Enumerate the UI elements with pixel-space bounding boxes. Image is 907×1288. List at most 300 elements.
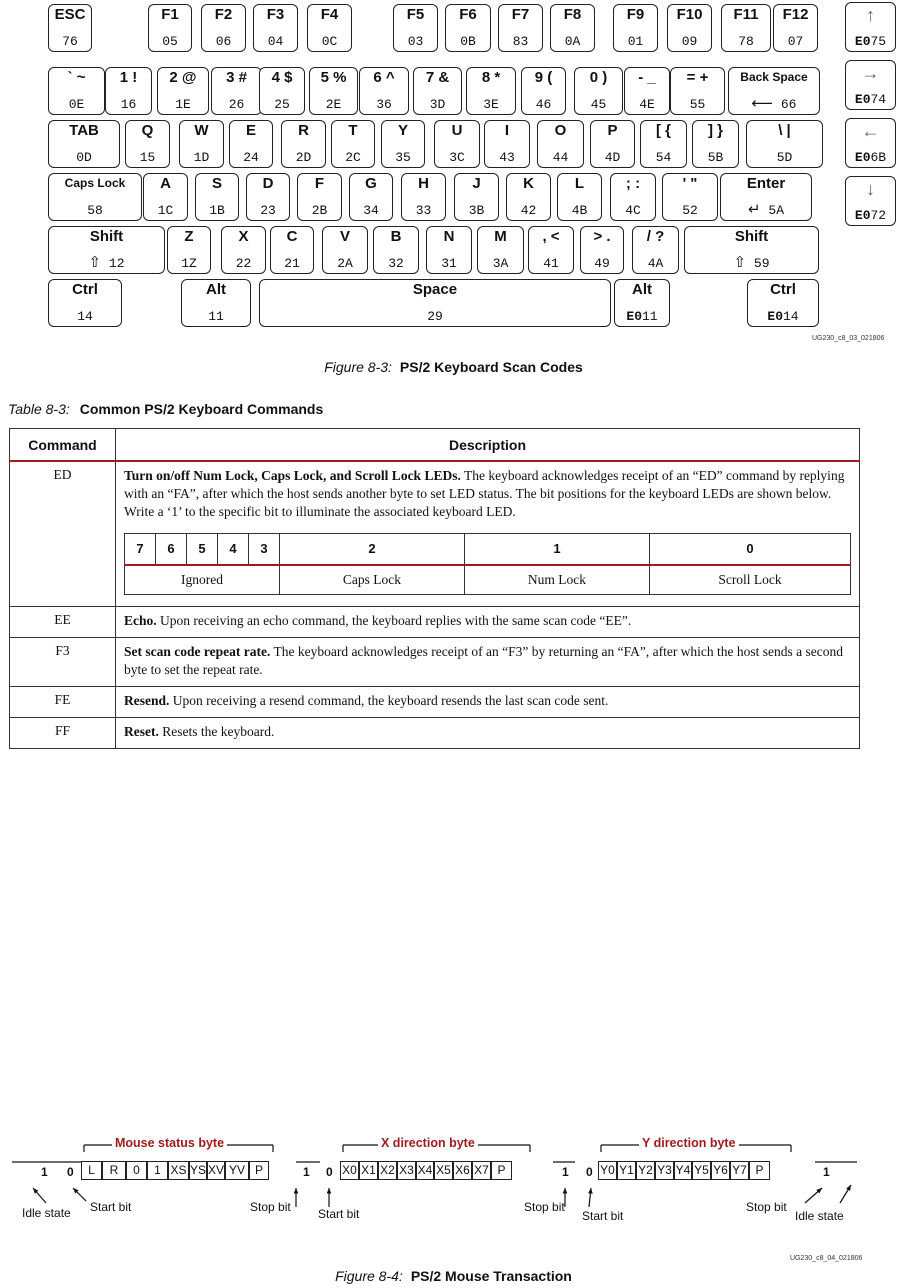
- description-text: Upon receiving a resend command, the keyboard resends the last scan code sent.: [169, 693, 609, 708]
- bit-header-row: [125, 534, 851, 566]
- key-label: J: [472, 175, 481, 192]
- description-bold: Reset.: [124, 724, 159, 739]
- idle-state-label: Idle state: [795, 1209, 844, 1223]
- scan-code: [729, 96, 819, 112]
- scan-code: [625, 97, 669, 112]
- scan-code-value: 44: [552, 150, 569, 165]
- figure-8-3-number: Figure 8-3:: [324, 359, 392, 375]
- scan-code: [522, 97, 565, 112]
- stop-bit-arrow-head: [563, 1188, 568, 1194]
- key-label: P: [607, 122, 618, 139]
- bit-caps-lock: Caps Lock: [279, 565, 464, 595]
- scan-code-prefix: E0: [767, 309, 783, 324]
- scan-code-value: 55: [689, 97, 706, 112]
- scan-code: [507, 203, 550, 218]
- scan-code: [126, 150, 169, 165]
- key-ctrl: [48, 279, 122, 327]
- scan-code-value: 0B: [460, 34, 476, 49]
- status-bit-cell: 1: [147, 1161, 168, 1180]
- figure-8-4-title: PS/2 Mouse Transaction: [410, 1268, 572, 1284]
- key-tab: [48, 120, 120, 168]
- scan-code-value: 3C: [449, 150, 465, 165]
- scan-code-value: 72: [870, 208, 887, 223]
- scan-code: [168, 256, 210, 271]
- scan-code: [360, 97, 408, 112]
- scan-code: [615, 309, 669, 324]
- scan-code-value: 49: [594, 256, 610, 271]
- key-label: F4: [320, 6, 339, 23]
- scan-code: [394, 34, 437, 49]
- y-bit-cell: Y0: [598, 1161, 617, 1180]
- description-text: Upon receiving an echo command, the keyboard replies with the same scan code “EE”.: [156, 613, 632, 628]
- key-w: [179, 120, 224, 168]
- scan-code: [254, 34, 297, 49]
- scan-code-prefix: E0: [854, 92, 871, 107]
- scan-code-value: 2D: [295, 150, 312, 165]
- key-label: 5 %: [320, 69, 347, 86]
- key-f5: [393, 4, 438, 52]
- description-bold: Set scan code repeat rate.: [124, 644, 271, 659]
- scan-code: [633, 256, 678, 271]
- key-label: = +: [686, 69, 709, 86]
- bits-ignored: Ignored: [125, 565, 280, 595]
- key-3: [211, 67, 262, 115]
- key-label: F6: [459, 6, 477, 23]
- key-f: [297, 173, 342, 221]
- scan-code-value: 1B: [209, 203, 225, 218]
- scan-code-value: 1D: [193, 150, 210, 165]
- key-f6: [445, 4, 491, 52]
- scan-code: [158, 97, 208, 112]
- scan-code-value: 76: [62, 34, 78, 49]
- y-bit-cell: Y6: [711, 1161, 730, 1180]
- key-label: H: [418, 175, 429, 192]
- key-label: 7 &: [425, 69, 450, 86]
- description-bold: Echo.: [124, 613, 157, 628]
- scan-code: [414, 97, 461, 112]
- scan-code-value: 54: [655, 150, 672, 165]
- scan-code: [529, 256, 573, 271]
- scan-code-value: 21: [284, 256, 300, 271]
- key-alt: [181, 279, 251, 327]
- key-f8: [550, 4, 595, 52]
- status-byte-bracket-label: Mouse status byte: [112, 1136, 227, 1150]
- scan-code-value: 4B: [571, 203, 588, 218]
- scan-code-value: 33: [415, 203, 432, 218]
- status-bit-cell: R: [102, 1161, 126, 1180]
- scan-code-value: 2A: [337, 256, 353, 271]
- scan-code: [435, 150, 479, 165]
- scan-code: [685, 255, 818, 271]
- scan-code-value: 5D: [776, 150, 793, 165]
- key-label: D: [262, 175, 274, 192]
- key-label: V: [339, 228, 350, 245]
- key-y: [381, 120, 425, 168]
- key-label: ; :: [625, 175, 641, 192]
- bit-3: 3: [248, 534, 279, 566]
- scan-code-value: 0C: [321, 34, 338, 49]
- scan-code: [49, 203, 141, 218]
- scan-code: [614, 34, 657, 49]
- key-label: F7: [511, 6, 530, 23]
- scan-code-value: 35: [395, 150, 411, 165]
- key-f2: [201, 4, 246, 52]
- scan-code: [427, 256, 471, 271]
- key-label: Space: [412, 281, 458, 298]
- command-cell: EE: [10, 607, 116, 638]
- table-row: [10, 638, 860, 687]
- key-p: [590, 120, 635, 168]
- scan-code: [247, 203, 289, 218]
- scan-code: [196, 203, 238, 218]
- scan-code: [846, 34, 895, 49]
- description-text: The keyboard acknowledges receipt of an “F3” by returning an “FA”, after which the host sends a second byte to set the repeat rate.: [124, 644, 844, 677]
- scan-code-value: 45: [590, 97, 607, 112]
- scan-code: [271, 256, 313, 271]
- key-0: [574, 67, 623, 115]
- scan-code: [722, 34, 770, 49]
- scan-code-value: 3A: [492, 256, 509, 271]
- key-shift: [684, 226, 819, 274]
- scan-code-value: 2C: [345, 150, 361, 165]
- table-8-3-title: Common PS/2 Keyboard Commands: [79, 401, 324, 417]
- y-bit-cell: Y1: [617, 1161, 636, 1180]
- scan-code-prefix: E0: [854, 208, 871, 223]
- scan-code: [402, 203, 445, 218]
- scan-code: [846, 208, 895, 223]
- key-1: [105, 67, 152, 115]
- scan-code: [575, 97, 622, 112]
- key-label: U: [451, 122, 463, 139]
- key-label: F9: [626, 6, 645, 23]
- key-label: ESC: [54, 6, 86, 23]
- key-label: T: [348, 122, 358, 139]
- scan-code: [693, 150, 738, 165]
- scan-code-value: 74: [870, 92, 887, 107]
- scan-code-value: 46: [535, 97, 552, 112]
- description-cell: [116, 638, 860, 687]
- scan-code-value: 4A: [647, 256, 664, 271]
- key-4: [259, 67, 305, 115]
- scan-code: [721, 202, 811, 218]
- scan-code-value: 34: [363, 203, 379, 218]
- scan-code: [308, 34, 351, 49]
- figure-8-3-tag: UG230_c8_03_021806: [812, 335, 885, 342]
- scan-code-value: 06: [215, 34, 232, 49]
- key-label: 0 ): [589, 69, 608, 86]
- x-bit-cell: X5: [434, 1161, 453, 1180]
- scan-code: [49, 255, 164, 271]
- key-label: Back Space: [740, 70, 808, 84]
- key-label: Ctrl: [72, 281, 98, 298]
- key-label: , <: [542, 228, 560, 245]
- key-label: G: [365, 175, 377, 192]
- key-label: I: [504, 122, 510, 139]
- stop-bit: 1: [562, 1165, 569, 1179]
- scan-code-value: 11: [208, 309, 224, 324]
- figure-8-4-tag: UG230_c8_04_021806: [790, 1255, 863, 1262]
- key-l: [557, 173, 602, 221]
- scan-code-value: 58: [87, 203, 103, 218]
- scan-code: [641, 150, 686, 165]
- key-label: 1 !: [119, 69, 138, 86]
- key-label: W: [194, 122, 209, 139]
- table-row: [10, 718, 860, 749]
- key-label: E: [245, 122, 256, 139]
- key-label: M: [494, 228, 507, 245]
- scan-code-prefix: E0: [626, 309, 642, 324]
- table-8-3-number: Table 8-3:: [8, 401, 70, 417]
- key-label: K: [523, 175, 534, 192]
- scan-code-value: 5A: [768, 203, 784, 218]
- key-label: X: [238, 228, 249, 245]
- scan-code-value: 1C: [157, 203, 174, 218]
- key-label: S: [211, 175, 222, 192]
- start-bit: 0: [67, 1165, 74, 1179]
- key-: [662, 173, 718, 221]
- description-text: The keyboard acknowledges receipt of an “ED” command by replying with an “FA”, after which the host sends another byte to set LED status. The bit positions for the keyboard LEDs are shown below. Write a ‘1’ to the specific bit to illuminate the associated keyboard LED.: [124, 468, 845, 519]
- table-row: [10, 687, 860, 718]
- status-bit-cell: XS: [168, 1161, 189, 1180]
- table-header-row: [10, 429, 860, 462]
- key-label: Alt: [632, 281, 652, 298]
- key-h: [401, 173, 446, 221]
- key-ctrl: [747, 279, 819, 327]
- key-label: Ctrl: [770, 281, 796, 298]
- key-e: [229, 120, 273, 168]
- left-arrow-icon: ←: [861, 121, 880, 141]
- y-bit-cell: Y7: [730, 1161, 749, 1180]
- status-bit-cell: YV: [225, 1161, 249, 1180]
- x-bit-cell: X3: [397, 1161, 416, 1180]
- right-arrow-key: [845, 60, 896, 110]
- key-label: Shift: [734, 228, 769, 245]
- command-cell: ED: [10, 461, 116, 607]
- keyboard-diagram: [0, 0, 907, 340]
- key-label: 6 ^: [373, 69, 395, 86]
- key-label: F12: [782, 6, 809, 23]
- scan-code-value: 2B: [311, 203, 328, 218]
- scan-code-value: 14: [77, 309, 93, 324]
- scan-code-value: 15: [139, 150, 156, 165]
- description-bold: Turn on/off Num Lock, Caps Lock, and Scroll Lock LEDs.: [124, 468, 461, 483]
- key-c: [270, 226, 314, 274]
- table-row: [10, 461, 860, 607]
- scan-code-prefix: E0: [854, 150, 871, 165]
- key-label: F1: [161, 6, 179, 23]
- key-: [746, 120, 823, 168]
- scan-code-value: 25: [274, 97, 290, 112]
- key-space: [259, 279, 611, 327]
- key-label: 4 $: [271, 69, 293, 86]
- scan-code: [558, 203, 601, 218]
- y-byte-bracket-label: Y direction byte: [639, 1136, 739, 1150]
- start-bit-arrow-head: [327, 1188, 332, 1194]
- scan-code: [323, 256, 367, 271]
- command-cell: FF: [10, 718, 116, 749]
- x-bit-cell: X7: [472, 1161, 491, 1180]
- key-label: 3 #: [226, 69, 247, 86]
- status-bit-cell: YS: [189, 1161, 207, 1180]
- description-cell: [116, 718, 860, 749]
- scan-code: [591, 150, 634, 165]
- scan-code: [611, 203, 655, 218]
- down-arrow-icon: ↓: [866, 179, 875, 199]
- bit-7: 7: [125, 534, 156, 566]
- scan-code: [202, 34, 245, 49]
- scan-code: [180, 150, 223, 165]
- scan-code-value: 0D: [76, 150, 92, 165]
- key-6: [359, 67, 409, 115]
- key-z: [167, 226, 211, 274]
- x-byte-bracket-label: X direction byte: [378, 1136, 478, 1150]
- key-enter: [720, 173, 812, 221]
- key-label: Alt: [206, 281, 226, 298]
- stop-bit-arrow-head: [294, 1188, 299, 1194]
- scan-code-value: 07: [787, 34, 804, 49]
- y-bit-cell: Y3: [655, 1161, 674, 1180]
- key-label: [ {: [656, 122, 671, 139]
- key-u: [434, 120, 480, 168]
- key-s: [195, 173, 239, 221]
- scan-code-value: 75: [870, 34, 887, 49]
- scan-code: [49, 97, 104, 112]
- commands-table: [9, 428, 860, 749]
- key-label: R: [298, 122, 309, 139]
- scan-code: [671, 97, 724, 112]
- key-label: 9 (: [534, 69, 553, 86]
- y-bit-cell: Y5: [692, 1161, 711, 1180]
- scan-code: [446, 34, 490, 49]
- x-bit-cell: X6: [453, 1161, 472, 1180]
- status-bit-cell: P: [249, 1161, 269, 1180]
- key-f11: [721, 4, 771, 52]
- idle-bit: 1: [823, 1165, 830, 1179]
- scan-code: [455, 203, 498, 218]
- key-5: [309, 67, 358, 115]
- scan-code: [310, 97, 357, 112]
- key-b: [373, 226, 419, 274]
- description-cell: [116, 607, 860, 638]
- scan-code: [332, 150, 374, 165]
- key-: [580, 226, 624, 274]
- scan-code: [478, 256, 523, 271]
- scan-code-value: 1E: [175, 97, 191, 112]
- scan-code-value: 59: [753, 256, 770, 271]
- scan-code-value: 24: [243, 150, 259, 165]
- description-bold: Resend.: [124, 693, 170, 708]
- left-arrow-key: [845, 118, 896, 168]
- start-bit-label: Start bit: [90, 1200, 132, 1214]
- scan-code: [298, 203, 341, 218]
- key-label: O: [554, 122, 567, 139]
- bit-6: 6: [155, 534, 186, 566]
- scan-code: [49, 150, 119, 165]
- scan-code: [182, 309, 250, 324]
- scan-code-value: 32: [388, 256, 404, 271]
- key-label: Q: [141, 122, 154, 139]
- key-label: F2: [214, 6, 233, 23]
- key-f10: [667, 4, 712, 52]
- scan-code: [350, 203, 392, 218]
- scan-code-value: 36: [376, 97, 392, 112]
- scan-code: [260, 309, 610, 324]
- key-n: [426, 226, 472, 274]
- scan-code-value: 66: [780, 97, 797, 112]
- scan-code-value: 01: [627, 34, 644, 49]
- scan-code: [106, 97, 151, 112]
- description-text: Resets the keyboard.: [158, 724, 275, 739]
- scan-code: [846, 150, 895, 165]
- scan-code-value: 31: [441, 256, 457, 271]
- key-label: ` ~: [67, 69, 86, 86]
- scan-code-value: 14: [783, 309, 799, 324]
- scan-code-value: 2E: [325, 97, 342, 112]
- key-2: [157, 67, 209, 115]
- key-: [528, 226, 574, 274]
- idle-state-label: Idle state: [22, 1206, 71, 1220]
- scan-code-value: 5B: [707, 150, 724, 165]
- key-label: \ |: [778, 122, 791, 139]
- stop-bit: 1: [303, 1165, 310, 1179]
- key-label: Shift: [89, 228, 124, 245]
- key-q: [125, 120, 170, 168]
- scan-code-value: 83: [512, 34, 529, 49]
- scan-code: [499, 34, 542, 49]
- down-arrow-key: [845, 176, 896, 226]
- scan-code-value: 29: [427, 309, 443, 324]
- key-label: Enter: [746, 175, 786, 192]
- header-command: Command: [10, 429, 116, 462]
- header-description: Description: [116, 429, 860, 462]
- key-: [670, 67, 725, 115]
- scan-code: [374, 256, 418, 271]
- status-bit-cell: L: [81, 1161, 102, 1180]
- start-bit: 0: [586, 1165, 593, 1179]
- status-bit-cell: XV: [207, 1161, 225, 1180]
- scan-code: [467, 97, 515, 112]
- key-o: [537, 120, 584, 168]
- table-8-3-caption: [8, 401, 323, 417]
- figure-8-3-title: PS/2 Keyboard Scan Codes: [399, 359, 583, 375]
- y-bit-cell: Y2: [636, 1161, 655, 1180]
- scan-code-value: 04: [267, 34, 284, 49]
- scan-code: [538, 150, 583, 165]
- key-label: F8: [563, 6, 582, 23]
- scan-code: [149, 34, 191, 49]
- scan-code: [282, 150, 325, 165]
- start-bit: 0: [326, 1165, 333, 1179]
- key-label: C: [286, 228, 298, 245]
- bit-5: 5: [186, 534, 217, 566]
- key-: [632, 226, 679, 274]
- right-arrow-icon: →: [861, 63, 880, 83]
- up-arrow-icon: ↑: [866, 5, 875, 25]
- scan-code-value: 26: [228, 97, 245, 112]
- scan-code: [747, 150, 822, 165]
- x-bit-cell: X2: [378, 1161, 397, 1180]
- scan-code-value: 3B: [468, 203, 485, 218]
- scan-code: [49, 309, 121, 324]
- key-j: [454, 173, 499, 221]
- scan-code-value: 12: [108, 256, 125, 271]
- key-f9: [613, 4, 658, 52]
- command-cell: F3: [10, 638, 116, 687]
- idle-bit: 1: [41, 1165, 48, 1179]
- key-7: [413, 67, 462, 115]
- bit-0: 0: [650, 534, 851, 566]
- x-bit-cell: X0: [340, 1161, 359, 1180]
